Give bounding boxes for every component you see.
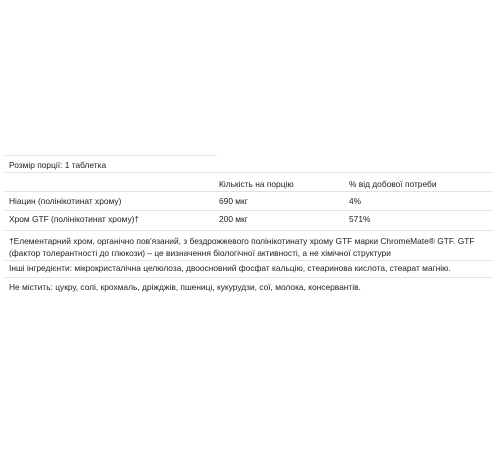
row-chromium-name: Хром GTF (полінікотинат хрому)† <box>9 214 140 224</box>
row-niacin-name: Ніацин (полінікотинат хрому) <box>9 196 122 206</box>
header-daily-value: % від добової потреби <box>349 179 437 189</box>
footnote-line-1: †Елементарний хром, органічно пов'язаний, з бездрожжевого полінікотинату хрому GTF марки ChromeMate® GTF. GTF <box>9 236 475 246</box>
serving-divider-bottom <box>5 172 493 173</box>
footnote-line-2: (фактор толерантності до глюкози) – це визначення біологічної активності, а не хімічної структури <box>9 248 391 258</box>
row-divider <box>5 210 493 211</box>
row-niacin-amount: 690 мкг <box>219 196 248 206</box>
serving-size: Розмір порції: 1 таблетка <box>9 160 107 170</box>
serving-divider <box>5 155 217 156</box>
table-bottom-divider <box>5 230 493 231</box>
does-not-contain: Не містить: цукру, солі, крохмаль, дріжджів, пшениці, кукурудзи, сої, молока, консервантів. <box>9 282 361 292</box>
row-chromium-amount: 200 мкг <box>219 214 248 224</box>
header-amount: Кількість на порцію <box>219 179 294 189</box>
footnote-divider <box>5 260 493 261</box>
row-niacin-dv: 4% <box>349 196 362 206</box>
header-divider <box>5 191 493 192</box>
ingredients-divider <box>5 277 493 278</box>
other-ingredients: Інші інгредієнти: мікрокристалічна целюлоза, двоосновний фосфат кальцію, стеаринова кислота, стеарат магнію. <box>9 263 451 273</box>
row-chromium-dv: 571% <box>349 214 371 224</box>
